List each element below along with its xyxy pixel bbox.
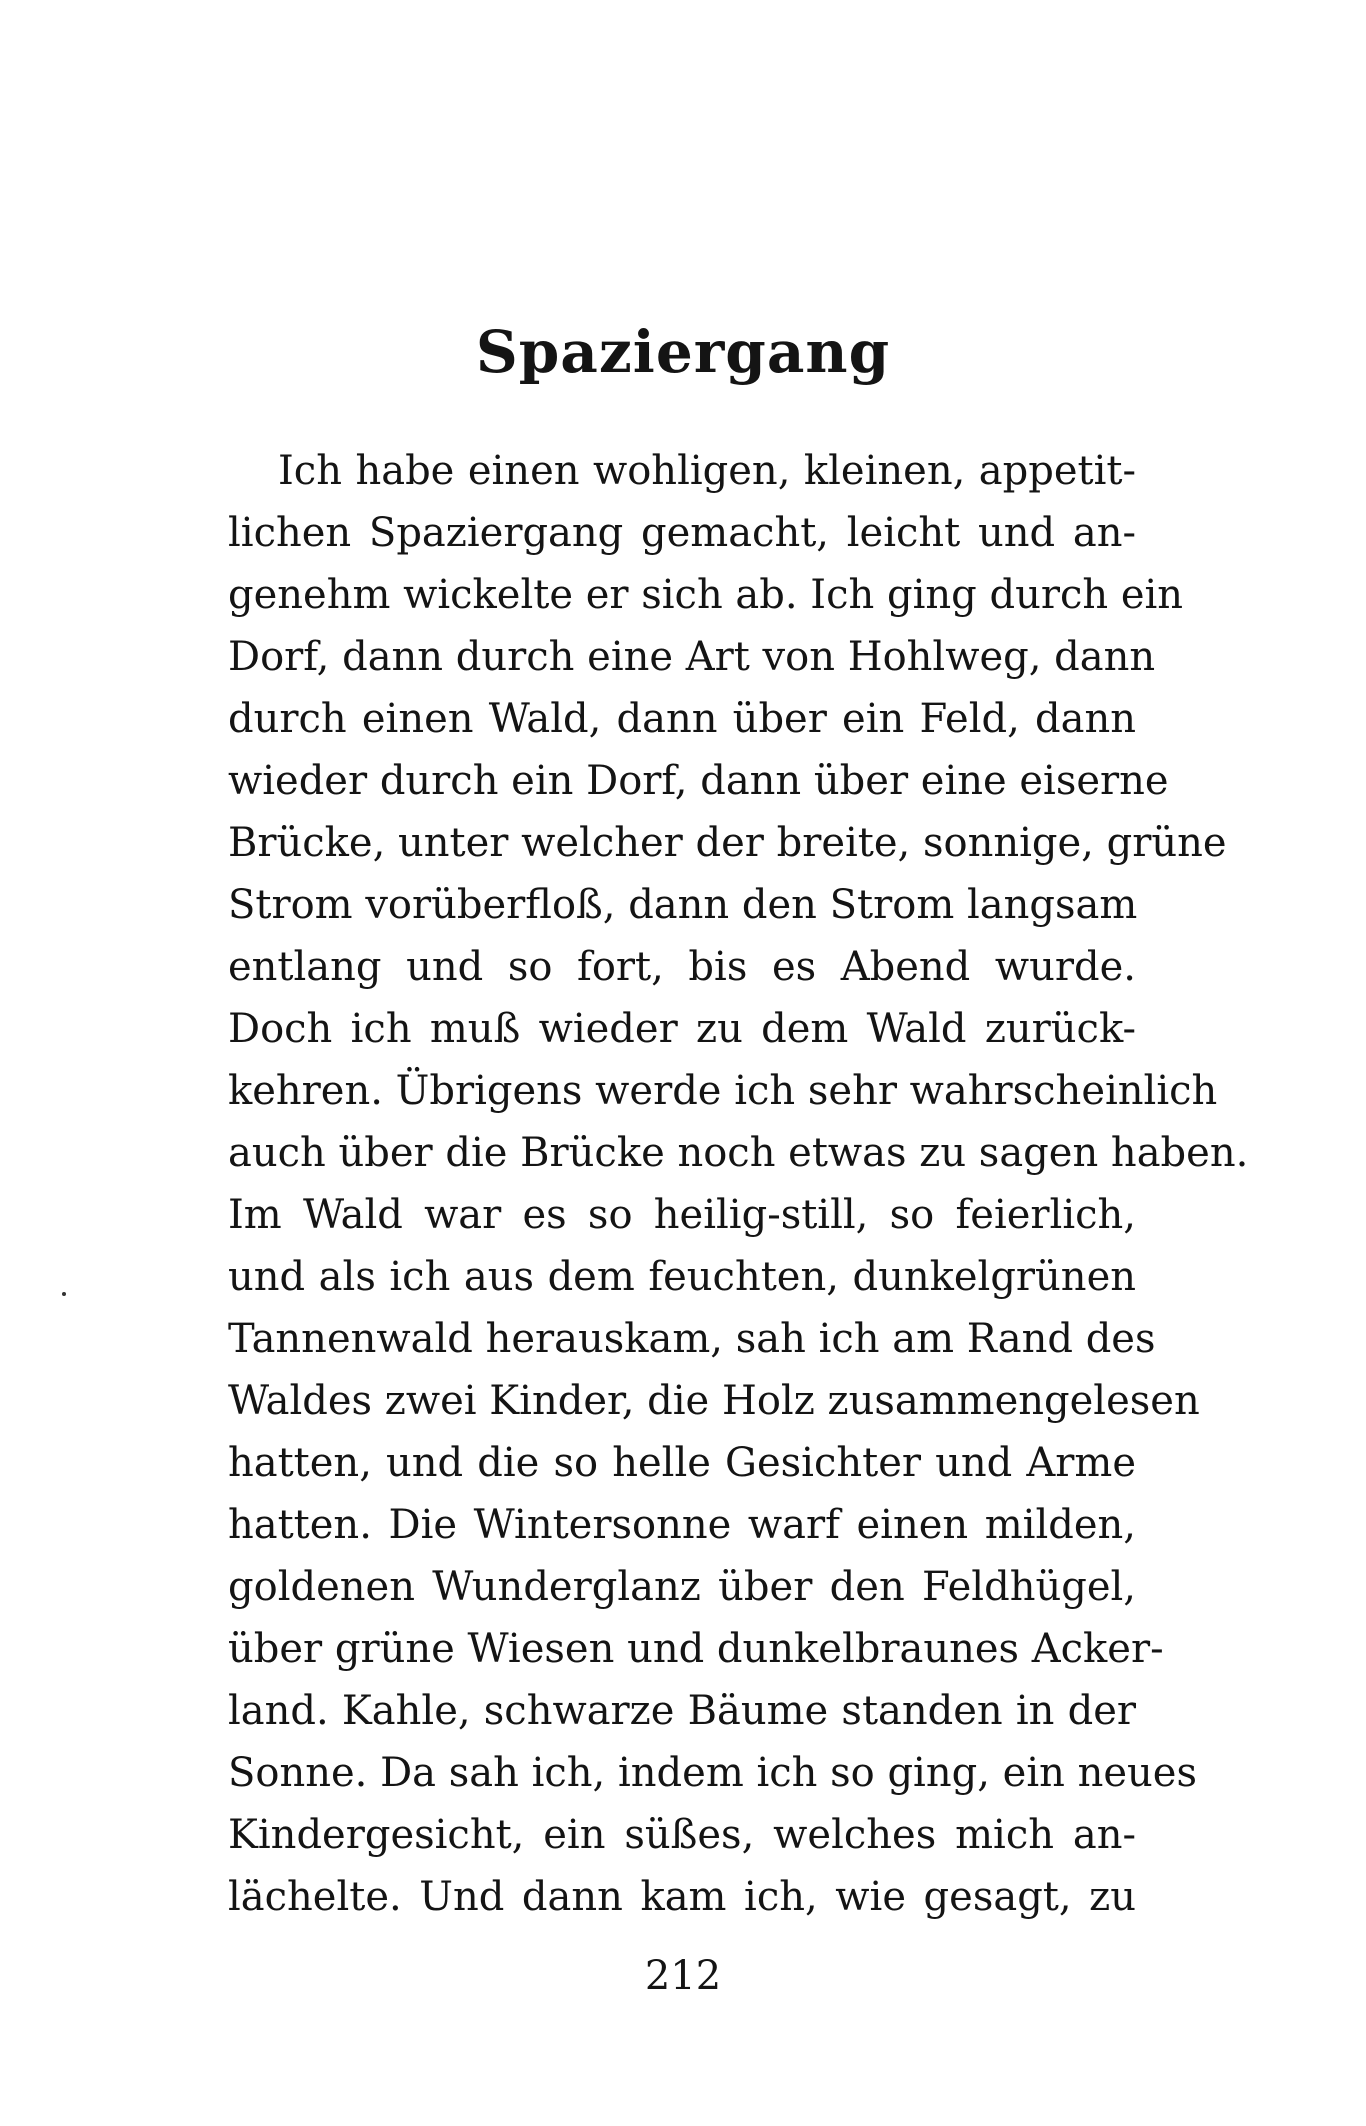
body-text [228,440,1249,1928]
text-line: durch einen Wald, dann über ein Feld, dann [228,696,1136,742]
text-line: goldenen Wunderglanz über den Feldhügel, [228,1564,1136,1610]
text-line: und als ich aus dem feuchten, dunkelgrünen [228,1254,1136,1300]
text-line: Doch ich muß wieder zu dem Wald zurück- [228,1006,1136,1052]
text-line: kehren. Übrigens werde ich sehr wahrscheinlich [228,1068,1218,1114]
text-line: genehm wickelte er sich ab. Ich ging durch ein [228,572,1184,618]
chapter-title: Spaziergang [475,318,891,386]
text-line: Waldes zwei Kinder, die Holz zusammengelesen [228,1378,1200,1424]
text-line: Dorf, dann durch eine Art von Hohlweg, dann [228,634,1156,680]
text-line: lichen Spaziergang gemacht, leicht und an- [228,510,1136,556]
text-line: über grüne Wiesen und dunkelbraunes Acker- [228,1626,1164,1672]
text-line: land. Kahle, schwarze Bäume standen in der [228,1688,1136,1734]
text-line: Sonne. Da sah ich, indem ich so ging, ein neues [228,1750,1197,1796]
text-line: Tannenwald herauskam, sah ich am Rand des [228,1316,1156,1362]
text-line: Strom vorüberfloß, dann den Strom langsam [228,882,1138,928]
print-speck [62,1292,66,1296]
text-line: Brücke, unter welcher der breite, sonnige, grüne [228,820,1227,866]
text-line: entlang und so fort, bis es Abend wurde. [228,944,1136,990]
text-line: auch über die Brücke noch etwas zu sagen haben. [228,1130,1249,1176]
text-line: hatten, und die so helle Gesichter und Arme [228,1440,1136,1486]
text-line: lächelte. Und dann kam ich, wie gesagt, zu [228,1874,1136,1920]
text-line: hatten. Die Wintersonne warf einen milden, [228,1502,1136,1548]
text-line: wieder durch ein Dorf, dann über eine eiserne [228,758,1169,804]
text-line: Im Wald war es so heilig-still, so feierlich, [228,1192,1136,1238]
text-line: Ich habe einen wohligen, kleinen, appetit- [278,448,1136,494]
page-number: 212 [644,1953,722,1999]
text-line: Kindergesicht, ein süßes, welches mich an- [228,1812,1136,1858]
